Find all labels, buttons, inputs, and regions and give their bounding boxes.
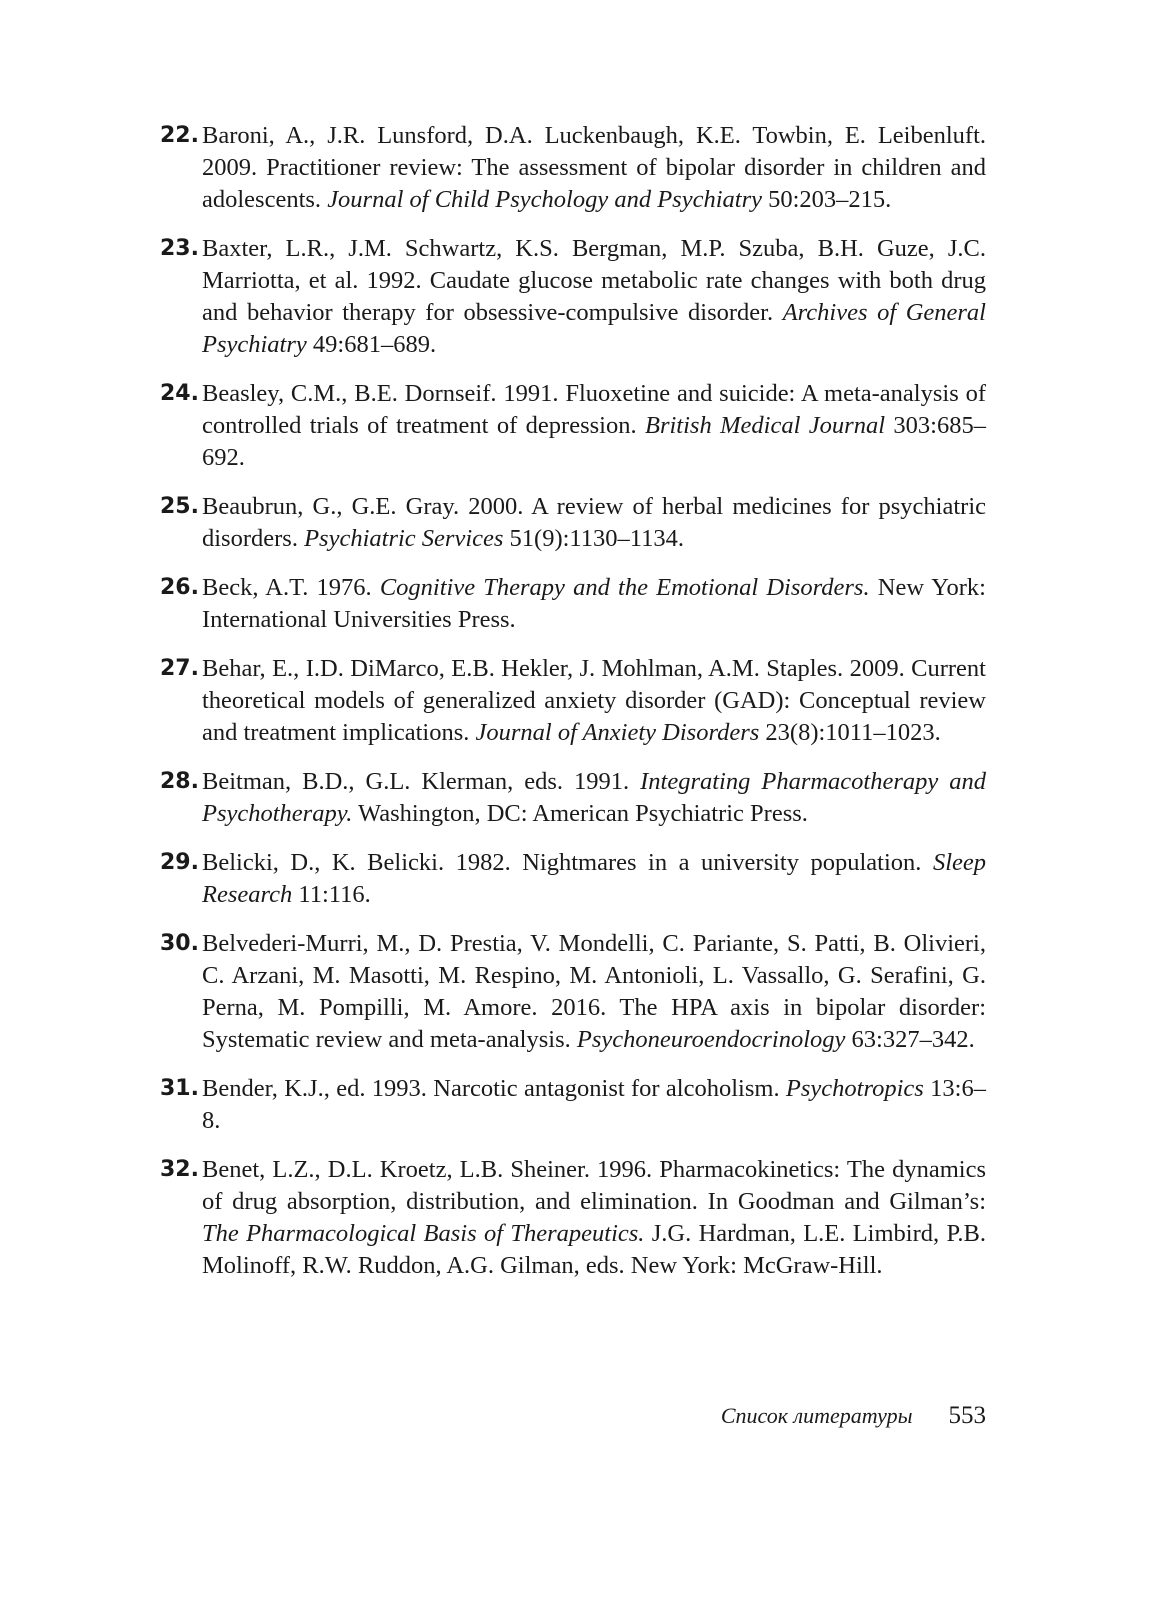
reference-item <box>160 1073 986 1137</box>
reference-text: Belicki, D., K. Belicki. 1982. Nightmares in a university population. <box>202 849 933 876</box>
reference-source: Journal of Child Psychology and Psychiatry <box>327 186 762 213</box>
reference-number: 32. <box>160 1157 199 1182</box>
reference-number: 29. <box>160 850 199 875</box>
reference-item <box>160 1154 986 1282</box>
reference-number: 27. <box>160 656 199 681</box>
reference-item <box>160 572 986 636</box>
reference-number: 26. <box>160 575 199 600</box>
page-footer <box>721 1400 986 1432</box>
reference-source: The Pharmacological Basis of Therapeutics. <box>202 1220 645 1247</box>
reference-number: 28. <box>160 769 199 794</box>
reference-source: Cognitive Therapy and the Emotional Disorders. <box>379 574 870 601</box>
reference-text: Beck, A.T. 1976. <box>202 574 380 601</box>
running-footer-section: Список литературы <box>720 1403 913 1428</box>
reference-list <box>160 120 986 1299</box>
reference-number: 24. <box>160 381 199 406</box>
reference-text: Belvederi-Murri, M., D. Prestia, V. Mondelli, C. Pariante, S. Patti, B. Olivieri, C. Arzani, M. Masotti, M. Respino, M. Antonioli, L. Vassallo, G. Serafini, G. Perna, M. Pompilli, M. Amore. 2016. The HPA axis in bipolar disorder: Systematic review and meta-analysis. <box>202 930 986 1053</box>
reference-text: Benet, L.Z., D.L. Kroetz, L.B. Sheiner. 1996. Pharmacokinetics: The dynamics of drug absorption, distribution, and elimination. In Goodman and Gilman’s: <box>202 1156 986 1215</box>
reference-text: Beaubrun, G., G.E. Gray. 2000. A review of herbal medicines for psychiatric disorders. <box>202 493 986 552</box>
reference-source: Archives of General Psychiatry <box>202 299 986 358</box>
reference-source: British Medical Journal <box>645 412 886 439</box>
reference-number: 25. <box>160 494 199 519</box>
reference-item <box>160 847 986 911</box>
reference-item <box>160 491 986 555</box>
reference-source: Integrating Pharmacotherapy and Psychotherapy. <box>202 768 986 827</box>
reference-details: 51(9):1130–1134. <box>503 525 684 552</box>
reference-source: Psychotropics <box>785 1075 924 1102</box>
reference-number: 30. <box>160 931 199 956</box>
reference-text: Bender, K.J., ed. 1993. Narcotic antagonist for alcoholism. <box>202 1075 786 1102</box>
reference-details: 11:116. <box>292 881 371 908</box>
reference-number: 31. <box>160 1076 199 1101</box>
reference-text: Baxter, L.R., J.M. Schwartz, K.S. Bergman, M.P. Szuba, B.H. Guze, J.C. Marriotta, et al. 1992. Caudate glucose metabolic rate changes with both drug and behavior therapy for obsessive-compulsive disorder. <box>202 235 986 326</box>
reference-details: Washington, DC: American Psychiatric Press. <box>352 800 808 827</box>
reference-number: 22. <box>160 123 199 148</box>
reference-source: Psychiatric Services <box>304 525 504 552</box>
reference-item <box>160 378 986 474</box>
reference-number: 23. <box>160 236 199 261</box>
reference-item <box>160 233 986 361</box>
reference-text: Baroni, A., J.R. Lunsford, D.A. Luckenbaugh, K.E. Towbin, E. Leibenluft. 2009. Practitioner review: The assessment of bipolar disorder in children and adolescents. <box>202 122 986 213</box>
reference-text: Beasley, C.M., B.E. Dornseif. 1991. Fluoxetine and suicide: A meta-analysis of controlled trials of treatment of depression. <box>202 380 986 439</box>
reference-details: New York: International Universities Press. <box>202 574 986 633</box>
reference-item <box>160 120 986 216</box>
reference-source: Journal of Anxiety Disorders <box>475 719 760 746</box>
reference-details: J.G. Hardman, L.E. Limbird, P.B. Molinoff, R.W. Ruddon, A.G. Gilman, eds. New York: McGraw-Hill. <box>202 1220 986 1279</box>
reference-text: Behar, E., I.D. DiMarco, E.B. Hekler, J. Mohlman, A.M. Staples. 2009. Current theoretical models of generalized anxiety disorder (GAD): Conceptual review and treatment implications. <box>202 655 986 746</box>
reference-details: 63:327–342. <box>845 1026 975 1053</box>
reference-details: 13:6–8. <box>202 1075 986 1134</box>
reference-item <box>160 653 986 749</box>
reference-details: 23(8):1011–1023. <box>759 719 941 746</box>
reference-source: Sleep Research <box>202 849 986 908</box>
reference-details: 49:681–689. <box>306 331 437 358</box>
reference-text: Beitman, B.D., G.L. Klerman, eds. 1991. <box>202 768 641 795</box>
reference-details: 50:203–215. <box>762 186 892 213</box>
page-number: 553 <box>948 1402 986 1429</box>
reference-details: 303:685–692. <box>202 412 986 471</box>
reference-item <box>160 928 986 1056</box>
reference-item <box>160 766 986 830</box>
reference-source: Psychoneuroendocrinology <box>576 1026 846 1053</box>
